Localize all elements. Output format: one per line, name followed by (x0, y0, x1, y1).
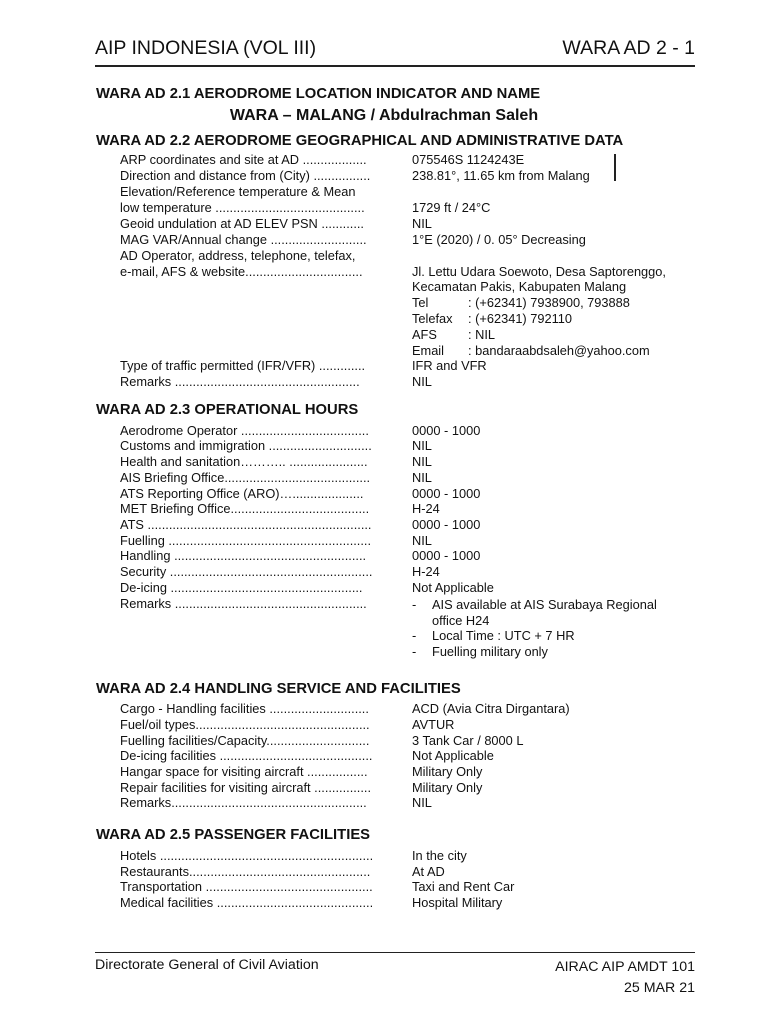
section-2-4-title: WARA AD 2.4 HANDLING SERVICE AND FACILITIES (96, 681, 461, 697)
row-label: Remarks .................................................... (120, 374, 360, 389)
header-page-ref: WARA AD 2 - 1 (562, 37, 695, 59)
row-label: Cargo - Handling facilities ............................ (120, 701, 369, 716)
row-value: NIL (412, 533, 432, 548)
footer-amendment (555, 957, 695, 999)
ops-row (120, 548, 688, 564)
footer-authority: Directorate General of Civil Aviation (95, 957, 319, 973)
row-label: Hotels ............................................................ (120, 848, 374, 863)
ops-row (120, 533, 688, 549)
row-label: Handling ...................................................... (120, 548, 367, 563)
row-value: 238.81°, 11.65 km from Malang (412, 168, 590, 183)
row-value: NIL (412, 470, 432, 485)
row-label: De-icing ...................................................... (120, 580, 363, 595)
direction-row (120, 168, 688, 184)
row-value: NIL (412, 374, 432, 389)
row-value: 075546S 1124243E (412, 152, 525, 167)
row-label: MET Briefing Office....................................... (120, 501, 370, 516)
afs-key: AFS (412, 327, 437, 342)
page-footer (95, 952, 695, 996)
remark-item (412, 628, 687, 644)
remark-text: Local Time : UTC + 7 HR (432, 628, 575, 643)
footer-amdt: AIRAC AIP AMDT 101 (555, 959, 695, 975)
row-value: 1729 ft / 24°C (412, 200, 491, 215)
afs-value: : NIL (468, 327, 496, 342)
handling-row (120, 764, 688, 780)
row-label: e-mail, AFS & website................................. (120, 264, 363, 279)
row-value: H-24 (412, 564, 440, 579)
handling-row (120, 733, 688, 749)
remark-item (412, 644, 687, 660)
arp-row (120, 152, 688, 168)
row-label: Security ......................................................... (120, 564, 373, 579)
passenger-row (120, 895, 688, 911)
row-label: AIS Briefing Office......................................... (120, 470, 371, 485)
aerodrome-name: WARA – MALANG / Abdulrachman Saleh (229, 107, 539, 124)
row-value: NIL (412, 438, 432, 453)
remark-text: AIS available at AIS Surabaya Regional (432, 597, 657, 612)
row-label: Type of traffic permitted (IFR/VFR) ............. (120, 358, 366, 373)
row-value: Taxi and Rent Car (412, 879, 515, 894)
ops-row (120, 470, 688, 486)
handling-row (120, 748, 688, 764)
row-value: At AD (412, 864, 445, 879)
ops-row (120, 438, 688, 454)
section-2-5-title: WARA AD 2.5 PASSENGER FACILITIES (96, 827, 371, 843)
row-value: Military Only (412, 764, 483, 779)
ops-row (120, 454, 688, 470)
passenger-row (120, 864, 688, 880)
row-value: 0000 - 1000 (412, 548, 481, 563)
row-value: ACD (Avia Citra Dirgantara) (412, 701, 570, 716)
row-value: 0000 - 1000 (412, 423, 481, 438)
row-value: NIL (412, 216, 432, 231)
telefax-key: Telefax (412, 311, 453, 326)
handling-row (120, 780, 688, 796)
row-label: Elevation/Reference temperature & Mean (120, 184, 356, 199)
row-value: Military Only (412, 780, 483, 795)
telefax-value: : (+62341) 792110 (468, 311, 572, 326)
row-label: Remarks....................................................... (120, 795, 367, 810)
operator-row-1 (120, 248, 688, 264)
row-label: Fuelling facilities/Capacity............................. (120, 733, 370, 748)
row-label: Aerodrome Operator .................................... (120, 423, 369, 438)
row-label: ATS ............................................................... (120, 517, 372, 532)
footer-date: 25 MAR 21 (624, 980, 695, 996)
section-2-1-title: WARA AD 2.1 AERODROME LOCATION INDICATOR AND NAME (96, 86, 541, 102)
page-header (95, 37, 695, 67)
handling-row (120, 701, 688, 717)
remark-text: Fuelling military only (432, 644, 548, 659)
row-value: NIL (412, 795, 432, 810)
row-label: Repair facilities for visiting aircraft ................ (120, 780, 372, 795)
passenger-row (120, 848, 688, 864)
row-label: Fuelling ......................................................... (120, 533, 372, 548)
ops-row (120, 517, 688, 533)
remark-dash: - (412, 597, 417, 612)
row-label: Restaurants................................................... (120, 864, 371, 879)
header-publication: AIP INDONESIA (VOL III) (95, 37, 317, 59)
section-2-2-title: WARA AD 2.2 AERODROME GEOGRAPHICAL AND ADMINISTRATIVE DATA (96, 133, 624, 149)
row-label: Transportation ............................................... (120, 879, 373, 894)
elevation-row-2 (120, 200, 688, 216)
row-value: NIL (412, 454, 432, 469)
row-value: Hospital Military (412, 895, 503, 910)
row-label: De-icing facilities ........................................... (120, 748, 373, 763)
row-label: MAG VAR/Annual change ........................... (120, 232, 367, 247)
address-line-1: Jl. Lettu Udara Soewoto, Desa Saptorenggo, (412, 264, 666, 279)
remark-text-cont: office H24 (432, 613, 490, 628)
row-value: IFR and VFR (412, 358, 487, 373)
traffic-row (120, 358, 688, 374)
row-value: In the city (412, 848, 467, 863)
remark-dash: - (412, 644, 417, 659)
row-value: AVTUR (412, 717, 455, 732)
geoid-row (120, 216, 688, 232)
row-value: 3 Tank Car / 8000 L (412, 733, 524, 748)
row-label: ARP coordinates and site at AD .................. (120, 152, 367, 167)
telephone-value: : (+62341) 7938900, 793888 (468, 295, 630, 310)
row-label: Fuel/oil types................................................. (120, 717, 370, 732)
ops-row (120, 580, 688, 596)
row-value: H-24 (412, 501, 440, 516)
row-value: 0000 - 1000 (412, 486, 481, 501)
row-label: AD Operator, address, telephone, telefax, (120, 248, 356, 263)
row-value: 0000 - 1000 (412, 517, 481, 532)
telephone-line (412, 295, 630, 311)
row-label: Health and sanitation……….. ...................... (120, 454, 368, 469)
row-label: Geoid undulation at AD ELEV PSN ............ (120, 216, 364, 231)
passenger-row (120, 879, 688, 895)
handling-row (120, 795, 688, 811)
telephone-key: Tel (412, 295, 429, 310)
email-value: : bandaraabdsaleh@yahoo.com (468, 343, 650, 358)
email-key: Email (412, 343, 444, 358)
row-label: Hangar space for visiting aircraft ................. (120, 764, 368, 779)
afs-line (412, 327, 495, 343)
row-label: Remarks ...................................................... (120, 596, 367, 611)
handling-row (120, 717, 688, 733)
row-value: 1°E (2020) / 0. 05° Decreasing (412, 232, 586, 247)
ops-row (120, 486, 688, 502)
remarks-row (120, 374, 688, 390)
remark-dash: - (412, 628, 417, 643)
email-line (412, 343, 650, 359)
ops-row (120, 423, 688, 439)
telefax-line (412, 311, 572, 327)
row-label: Medical facilities ............................................ (120, 895, 374, 910)
row-label: ATS Reporting Office (ARO)….................... (120, 486, 364, 501)
row-label: Direction and distance from (City) ................ (120, 168, 371, 183)
ops-row (120, 564, 688, 580)
row-label: Customs and immigration ............................. (120, 438, 372, 453)
address-line-2: Kecamatan Pakis, Kabupaten Malang (412, 279, 627, 294)
row-value: Not Applicable (412, 748, 494, 763)
remark-item (412, 597, 687, 629)
ops-row (120, 501, 688, 517)
section-2-3-title: WARA AD 2.3 OPERATIONAL HOURS (96, 402, 359, 418)
elevation-row-1 (120, 184, 688, 200)
row-label: low temperature .......................................... (120, 200, 365, 215)
magvar-row (120, 232, 688, 248)
row-value: Not Applicable (412, 580, 494, 595)
